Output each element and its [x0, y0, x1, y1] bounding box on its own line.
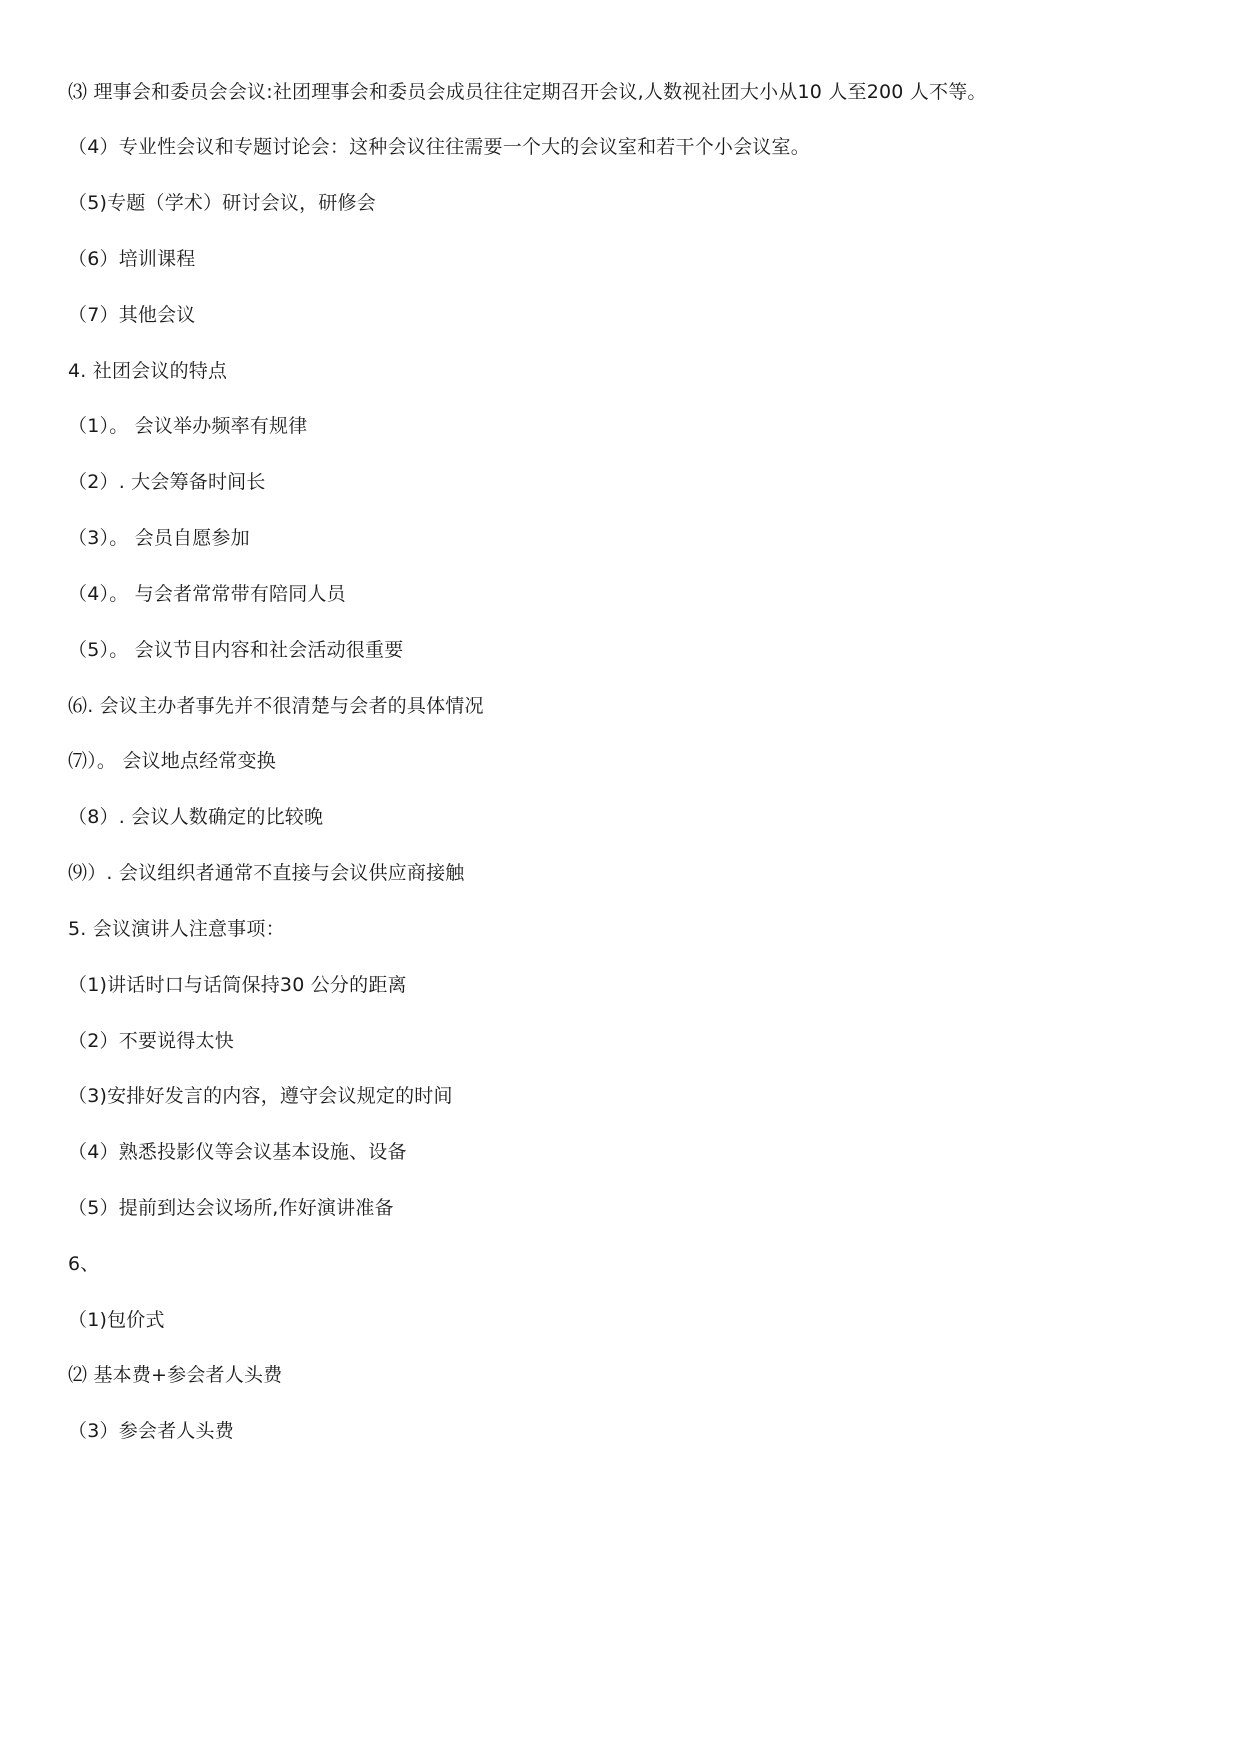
text-line: ⑶ 理事会和委员会会议:社团理事会和委员会成员往往定期召开会议,人数视社团大小从10 人至200 人不等。: [68, 81, 987, 103]
text-line: （4）专业性会议和专题讨论会：这种会议往往需要一个大的会议室和若干个小会议室。: [68, 136, 810, 158]
text-line: ⑵ 基本费+参会者人头费: [68, 1364, 283, 1386]
text-line: （7）其他会议: [68, 304, 196, 326]
text-line: ⑺）。 会议地点经常变换: [68, 750, 276, 772]
section-heading: 4. 社团会议的特点: [68, 360, 228, 382]
text-line: （4）熟悉投影仪等会议基本设施、设备: [68, 1141, 407, 1163]
text-line: （1)包价式: [68, 1309, 165, 1331]
text-line: （3)安排好发言的内容，遵守会议规定的时间: [68, 1085, 453, 1107]
text-line: ⑼）. 会议组织者通常不直接与会议供应商接触: [68, 862, 465, 884]
text-line: （3）。 会员自愿参加: [68, 527, 250, 549]
text-line: （3）参会者人头费: [68, 1420, 234, 1442]
text-line: （2）. 大会筹备时间长: [68, 471, 266, 493]
text-line: （8）. 会议人数确定的比较晚: [68, 806, 324, 828]
text-line: （5）。 会议节目内容和社会活动很重要: [68, 639, 404, 661]
text-line: （4）。 与会者常常带有陪同人员: [68, 583, 346, 605]
section-heading: 6、: [68, 1253, 100, 1275]
text-line: ⑹. 会议主办者事先并不很清楚与会者的具体情况: [68, 695, 484, 717]
text-line: （1）。 会议举办频率有规律: [68, 415, 308, 437]
text-line: （5）提前到达会议场所,作好演讲准备: [68, 1197, 394, 1219]
text-line: （2）不要说得太快: [68, 1030, 234, 1052]
section-heading: 5. 会议演讲人注意事项：: [68, 918, 285, 940]
text-line: （6）培训课程: [68, 248, 196, 270]
text-line: （5)专题（学术）研讨会议，研修会: [68, 192, 376, 214]
text-line: （1)讲话时口与话筒保持30 公分的距离: [68, 974, 407, 996]
